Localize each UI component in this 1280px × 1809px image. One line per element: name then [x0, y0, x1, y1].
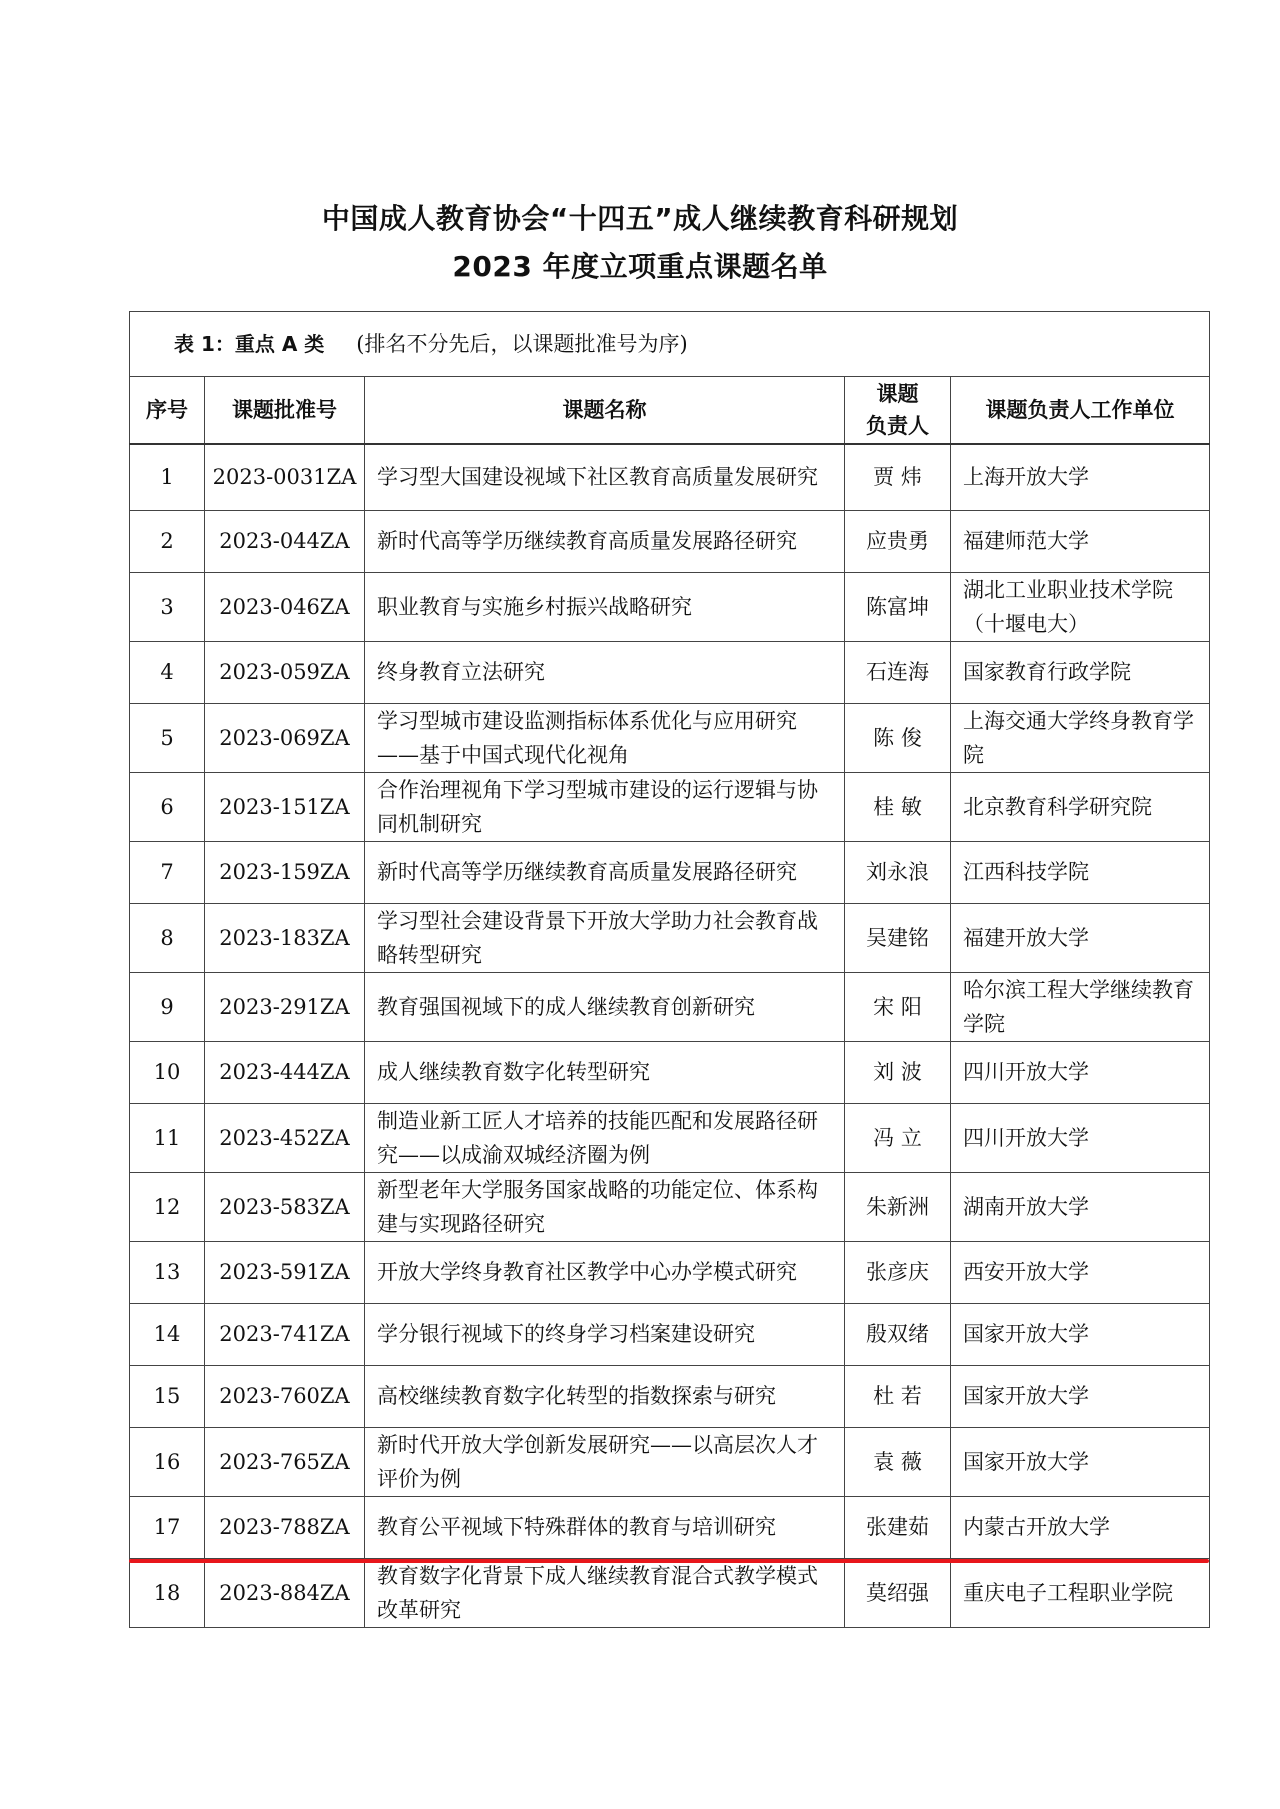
table-caption-note: (排名不分先后，以课题批准号为序)	[356, 332, 688, 356]
cell-code: 2023-151ZA	[205, 772, 365, 841]
cell-leader: 冯 立	[845, 1103, 951, 1172]
cell-name: 新时代开放大学创新发展研究——以高层次人才评价为例	[365, 1427, 845, 1496]
cell-leader: 张彦庆	[845, 1241, 951, 1303]
table-caption-row	[130, 312, 1210, 377]
cell-code: 2023-059ZA	[205, 641, 365, 703]
table-row	[130, 1496, 1210, 1558]
cell-name: 职业教育与实施乡村振兴战略研究	[365, 572, 845, 641]
cell-unit: 上海开放大学	[951, 444, 1210, 510]
cell-unit: 哈尔滨工程大学继续教育学院	[951, 972, 1210, 1041]
header-leader	[845, 377, 951, 445]
cell-no: 14	[130, 1303, 205, 1365]
cell-code: 2023-765ZA	[205, 1427, 365, 1496]
table-caption	[130, 312, 1210, 377]
cell-code: 2023-760ZA	[205, 1365, 365, 1427]
cell-name: 学分银行视域下的终身学习档案建设研究	[365, 1303, 845, 1365]
cell-name: 合作治理视角下学习型城市建设的运行逻辑与协同机制研究	[365, 772, 845, 841]
table-row	[130, 1041, 1210, 1103]
cell-unit: 江西科技学院	[951, 841, 1210, 903]
table-row	[130, 1172, 1210, 1241]
cell-code: 2023-046ZA	[205, 572, 365, 641]
table-caption-label: 表 1：重点 A 类	[174, 332, 325, 356]
table-row	[130, 772, 1210, 841]
cell-code: 2023-591ZA	[205, 1241, 365, 1303]
cell-leader: 莫绍强	[845, 1558, 951, 1627]
cell-no: 15	[130, 1365, 205, 1427]
document-subtitle: 2023 年度立项重点课题名单	[452, 250, 828, 283]
cell-unit: 福建开放大学	[951, 903, 1210, 972]
cell-name: 终身教育立法研究	[365, 641, 845, 703]
cell-name: 学习型社会建设背景下开放大学助力社会教育战略转型研究	[365, 903, 845, 972]
header-leader-line2: 负责人	[866, 414, 929, 438]
cell-code: 2023-884ZA	[205, 1558, 365, 1627]
cell-code: 2023-444ZA	[205, 1041, 365, 1103]
cell-unit: 重庆电子工程职业学院	[951, 1558, 1210, 1627]
cell-code: 2023-183ZA	[205, 903, 365, 972]
cell-leader: 宋 阳	[845, 972, 951, 1041]
cell-name: 开放大学终身教育社区教学中心办学模式研究	[365, 1241, 845, 1303]
table-row	[130, 1365, 1210, 1427]
table-row	[130, 1427, 1210, 1496]
cell-unit: 国家教育行政学院	[951, 641, 1210, 703]
cell-leader: 杜 若	[845, 1365, 951, 1427]
cell-no: 4	[130, 641, 205, 703]
cell-name: 学习型大国建设视域下社区教育高质量发展研究	[365, 444, 845, 510]
header-leader-line1: 课题	[876, 382, 919, 406]
cell-no: 2	[130, 510, 205, 572]
header-code: 课题批准号	[205, 377, 365, 445]
cell-name: 新时代高等学历继续教育高质量发展路径研究	[365, 841, 845, 903]
cell-unit: 四川开放大学	[951, 1103, 1210, 1172]
cell-no: 16	[130, 1427, 205, 1496]
cell-leader: 应贵勇	[845, 510, 951, 572]
cell-unit: 上海交通大学终身教育学院	[951, 703, 1210, 772]
cell-no: 12	[130, 1172, 205, 1241]
cell-no: 5	[130, 703, 205, 772]
cell-unit: 国家开放大学	[951, 1365, 1210, 1427]
document-title: 中国成人教育协会“十四五”成人继续教育科研规划	[321, 202, 959, 235]
cell-code: 2023-069ZA	[205, 703, 365, 772]
cell-unit: 湖南开放大学	[951, 1172, 1210, 1241]
cell-name: 高校继续教育数字化转型的指数探索与研究	[365, 1365, 845, 1427]
cell-no: 3	[130, 572, 205, 641]
cell-unit: 福建师范大学	[951, 510, 1210, 572]
cell-no: 17	[130, 1496, 205, 1558]
table-row	[130, 903, 1210, 972]
cell-leader: 吴建铭	[845, 903, 951, 972]
cell-no: 13	[130, 1241, 205, 1303]
cell-leader: 刘永浪	[845, 841, 951, 903]
table-row	[130, 972, 1210, 1041]
cell-leader: 陈富坤	[845, 572, 951, 641]
header-unit: 课题负责人工作单位	[951, 377, 1210, 445]
cell-no: 7	[130, 841, 205, 903]
cell-unit: 国家开放大学	[951, 1303, 1210, 1365]
table-row	[130, 703, 1210, 772]
cell-code: 2023-452ZA	[205, 1103, 365, 1172]
table-row	[130, 1241, 1210, 1303]
table-row	[130, 572, 1210, 641]
cell-unit: 湖北工业职业技术学院（十堰电大）	[951, 572, 1210, 641]
cell-unit: 内蒙古开放大学	[951, 1496, 1210, 1558]
cell-name: 学习型城市建设监测指标体系优化与应用研究——基于中国式现代化视角	[365, 703, 845, 772]
cell-code: 2023-583ZA	[205, 1172, 365, 1241]
red-underline-mark	[129, 1559, 1209, 1563]
cell-unit: 四川开放大学	[951, 1041, 1210, 1103]
cell-no: 1	[130, 444, 205, 510]
header-no: 序号	[130, 377, 205, 445]
table-row	[130, 444, 1210, 510]
cell-name: 教育数字化背景下成人继续教育混合式教学模式改革研究	[365, 1558, 845, 1627]
table-row	[130, 841, 1210, 903]
cell-leader: 袁 薇	[845, 1427, 951, 1496]
cell-unit: 北京教育科学研究院	[951, 772, 1210, 841]
cell-leader: 刘 波	[845, 1041, 951, 1103]
cell-name: 成人继续教育数字化转型研究	[365, 1041, 845, 1103]
cell-leader: 石连海	[845, 641, 951, 703]
cell-code: 2023-159ZA	[205, 841, 365, 903]
cell-no: 18	[130, 1558, 205, 1627]
table-row	[130, 1303, 1210, 1365]
cell-leader: 桂 敏	[845, 772, 951, 841]
table-row	[130, 510, 1210, 572]
cell-name: 新型老年大学服务国家战略的功能定位、体系构建与实现路径研究	[365, 1172, 845, 1241]
cell-code: 2023-0031ZA	[205, 444, 365, 510]
cell-unit: 国家开放大学	[951, 1427, 1210, 1496]
cell-name: 教育强国视域下的成人继续教育创新研究	[365, 972, 845, 1041]
cell-leader: 陈 俊	[845, 703, 951, 772]
cell-no: 6	[130, 772, 205, 841]
cell-unit: 西安开放大学	[951, 1241, 1210, 1303]
table-row	[130, 1103, 1210, 1172]
cell-leader: 张建茹	[845, 1496, 951, 1558]
cell-code: 2023-788ZA	[205, 1496, 365, 1558]
cell-no: 9	[130, 972, 205, 1041]
cell-name: 新时代高等学历继续教育高质量发展路径研究	[365, 510, 845, 572]
cell-code: 2023-291ZA	[205, 972, 365, 1041]
table-row	[130, 1558, 1210, 1627]
cell-no: 8	[130, 903, 205, 972]
cell-leader: 贾 炜	[845, 444, 951, 510]
cell-name: 制造业新工匠人才培养的技能匹配和发展路径研究——以成渝双城经济圈为例	[365, 1103, 845, 1172]
cell-leader: 朱新洲	[845, 1172, 951, 1241]
table-row	[130, 641, 1210, 703]
cell-no: 11	[130, 1103, 205, 1172]
cell-code: 2023-044ZA	[205, 510, 365, 572]
key-projects-table	[129, 311, 1210, 1628]
cell-code: 2023-741ZA	[205, 1303, 365, 1365]
cell-name: 教育公平视域下特殊群体的教育与培训研究	[365, 1496, 845, 1558]
table-header-row	[130, 377, 1210, 445]
cell-leader: 殷双绪	[845, 1303, 951, 1365]
cell-no: 10	[130, 1041, 205, 1103]
header-name: 课题名称	[365, 377, 845, 445]
